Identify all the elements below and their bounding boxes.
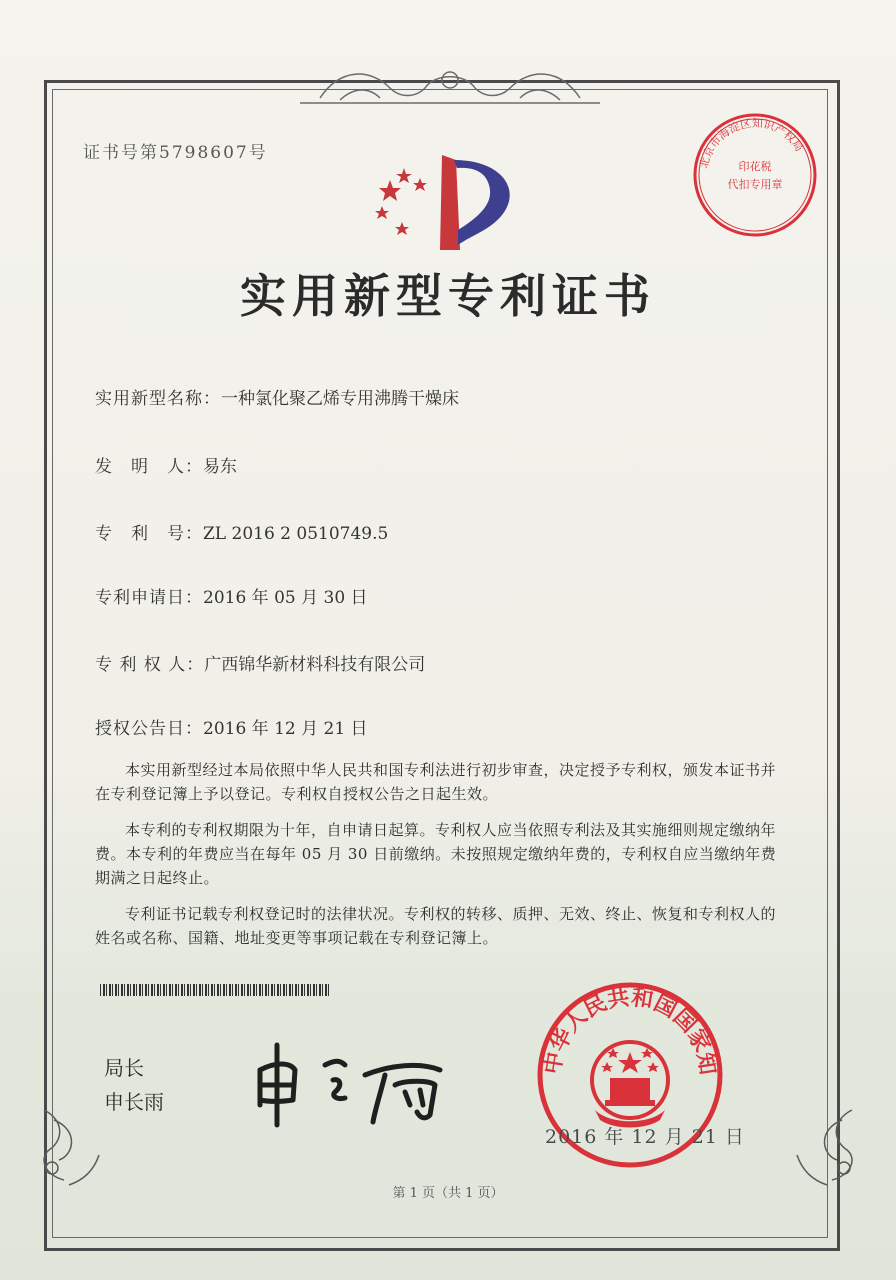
body-paragraph: 本专利的专利权期限为十年，自申请日起算。专利权人应当依照专利法及其实施细则规定缴纳年费。本专利的年费应当在每年 05 月 30 日前缴纳。未按照规定缴纳年费的，专利权自应当缴纳年费期满之日起终止。	[95, 821, 777, 887]
field-inventor	[95, 452, 237, 477]
director-title: 局长	[104, 1056, 144, 1080]
field-value: 一种氯化聚乙烯专用沸腾干燥床	[221, 389, 459, 409]
field-label: 专 利 号：	[95, 524, 203, 544]
certificate-number: 证书号第5798607号	[83, 143, 268, 163]
field-grant-date	[95, 714, 368, 739]
field-label: 授权公告日：	[95, 719, 203, 739]
barcode	[100, 984, 330, 996]
tax-stamp-line-1: 印花税	[738, 160, 772, 173]
director-name: 申长雨	[104, 1090, 164, 1114]
seal-ring-text: 中华人民共和国国家知	[540, 985, 720, 1077]
field-value: 易东	[203, 457, 237, 477]
corner-ornament-bottom-left	[34, 1100, 104, 1190]
patent-office-logo	[372, 150, 522, 255]
field-patent-number	[95, 519, 388, 544]
field-value: 2016 年 05 月 30 日	[203, 588, 368, 608]
body-paragraph: 本实用新型经过本局依照中华人民共和国专利法进行初步审查，决定授予专利权，颁发本证书并在专利登记簿上予以登记。专利权自授权公告之日起生效。	[95, 761, 777, 803]
certificate-title: 实用新型专利证书	[240, 269, 656, 323]
field-patentee	[95, 650, 425, 675]
tax-stamp-ring-text: 北京市海淀区知识产权局	[697, 116, 806, 170]
seal-date: 2016 年 12 月 21 日	[545, 1126, 745, 1148]
certificate-body	[95, 758, 785, 962]
director-signature	[245, 1030, 455, 1130]
top-ornament	[300, 58, 600, 118]
field-value: 广西锦华新材料科技有限公司	[204, 655, 426, 675]
field-label: 发 明 人：	[95, 457, 203, 477]
field-label: 专利申请日：	[95, 588, 203, 608]
field-value: 2016 年 12 月 21 日	[203, 719, 368, 739]
corner-ornament-bottom-right	[792, 1100, 862, 1190]
tax-stamp	[690, 110, 820, 240]
field-label: 实用新型名称：	[95, 389, 221, 409]
tax-stamp-line-2: 代扣专用章	[727, 178, 783, 191]
field-label: 专 利 权 人：	[95, 655, 205, 675]
field-utility-model-name	[95, 384, 459, 409]
page-number: 第 1 页（共 1 页）	[392, 1186, 504, 1201]
field-value: ZL 2016 2 0510749.5	[203, 524, 389, 544]
field-application-date	[95, 583, 368, 608]
body-paragraph: 专利证书记载专利权登记时的法律状况。专利权的转移、质押、无效、终止、恢复和专利权人的姓名或名称、国籍、地址变更等事项记载在专利登记簿上。	[95, 905, 777, 947]
